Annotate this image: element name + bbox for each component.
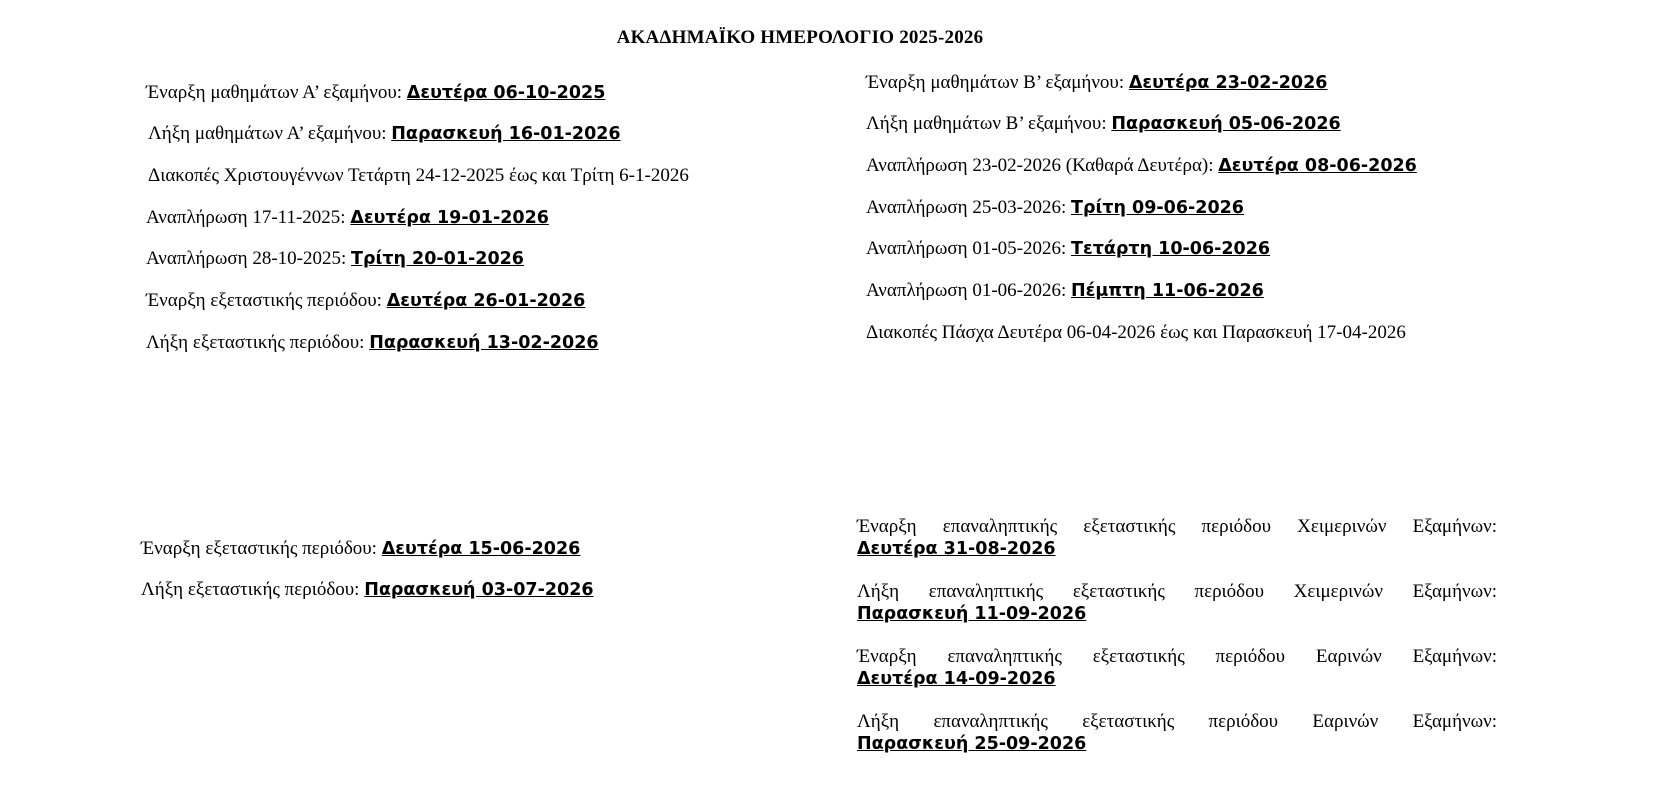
- row-date: Δευτέρα 15-06-2026: [381, 539, 581, 559]
- resit-winter-end: [857, 580, 1497, 626]
- spring-lectures-start: [866, 72, 1327, 94]
- row-date: Τρίτη 20-01-2026: [351, 249, 524, 269]
- row-label: Λήξη επαναληπτικής εξεταστικής περιόδου Εαρινών Εξαμήνων:: [857, 711, 1497, 732]
- winter-exams-start: [146, 290, 585, 312]
- makeup-class-25-03: [866, 197, 1244, 219]
- row-date: Δευτέρα 08-06-2026: [1218, 156, 1417, 176]
- row-date: Τετάρτη 10-06-2026: [1071, 239, 1271, 259]
- page-title: ΑΚΑΔΗΜΑΪΚΟ ΗΜΕΡΟΛΟΓΙΟ 2025-2026: [616, 27, 984, 48]
- resit-spring-start: [857, 645, 1497, 691]
- row-label: Αναπλήρωση 01-05-2026:: [866, 238, 1072, 259]
- row-date: Δευτέρα 31-08-2026: [857, 539, 1056, 559]
- makeup-class-01-06: [866, 280, 1264, 302]
- winter-lectures-end: [148, 123, 621, 145]
- row-label: Αναπλήρωση 23-02-2026 (Καθαρά Δευτέρα):: [866, 155, 1219, 176]
- row-text: Διακοπές Χριστουγέννων Τετάρτη 24-12-2025 έως και Τρίτη 6-1-2026: [148, 165, 689, 186]
- row-date: Παρασκευή 25-09-2026: [857, 734, 1087, 754]
- resit-spring-end: [857, 710, 1497, 756]
- makeup-class-2: [146, 248, 524, 270]
- winter-exams-end: [146, 332, 599, 354]
- row-label: Λήξη επαναληπτικής εξεταστικής περιόδου Χειμερινών Εξαμήνων:: [857, 581, 1497, 602]
- row-label: Έναρξη εξεταστικής περιόδου:: [141, 538, 382, 559]
- row-label: Αναπλήρωση 25-03-2026:: [866, 197, 1072, 218]
- row-label: Έναρξη εξεταστικής περιόδου:: [146, 290, 387, 311]
- row-date: Τρίτη 09-06-2026: [1071, 198, 1244, 218]
- spring-exams-start: [141, 538, 580, 560]
- makeup-class-01-05: [866, 238, 1270, 260]
- row-label: Λήξη εξεταστικής περιόδου:: [141, 579, 365, 600]
- row-date: Δευτέρα 06-10-2025: [406, 83, 606, 103]
- row-date: Παρασκευή 11-09-2026: [857, 604, 1087, 624]
- makeup-class-1: [146, 207, 549, 229]
- row-date: Παρασκευή 05-06-2026: [1111, 114, 1341, 134]
- row-label: Αναπλήρωση 01-06-2026:: [866, 280, 1072, 301]
- row-label: Έναρξη μαθημάτων Α’ εξαμήνου:: [146, 82, 407, 103]
- row-label: Έναρξη μαθημάτων Β’ εξαμήνου:: [866, 72, 1129, 93]
- row-date: Δευτέρα 26-01-2026: [386, 291, 586, 311]
- winter-lectures-start: [146, 82, 605, 104]
- row-label: Έναρξη επαναληπτικής εξεταστικής περιόδου Εαρινών Εξαμήνων:: [857, 646, 1497, 667]
- row-text: Διακοπές Πάσχα Δευτέρα 06-04-2026 έως και Παρασκευή 17-04-2026: [866, 322, 1406, 343]
- row-label: Έναρξη επαναληπτικής εξεταστικής περιόδου Χειμερινών Εξαμήνων:: [857, 516, 1497, 537]
- row-date: Δευτέρα 19-01-2026: [350, 208, 549, 228]
- makeup-class-clean-monday: [866, 155, 1417, 177]
- spring-lectures-end: [866, 113, 1341, 135]
- row-label: Λήξη μαθημάτων Β’ εξαμήνου:: [866, 113, 1112, 134]
- row-label: Λήξη εξεταστικής περιόδου:: [146, 332, 370, 353]
- row-label: Αναπλήρωση 28-10-2025:: [146, 248, 352, 269]
- row-date: Παρασκευή 16-01-2026: [391, 124, 621, 144]
- row-date: Δευτέρα 23-02-2026: [1128, 73, 1328, 93]
- spring-exams-end: [141, 579, 594, 601]
- row-date: Πέμπτη 11-06-2026: [1071, 281, 1264, 301]
- row-date: Δευτέρα 14-09-2026: [857, 669, 1056, 689]
- row-date: Παρασκευή 13-02-2026: [369, 333, 599, 353]
- resit-winter-start: [857, 515, 1497, 561]
- row-label: Αναπλήρωση 17-11-2025:: [146, 207, 351, 228]
- row-label: Λήξη μαθημάτων Α’ εξαμήνου:: [148, 123, 392, 144]
- easter-holidays: [866, 322, 1406, 344]
- row-date: Παρασκευή 03-07-2026: [364, 580, 594, 600]
- christmas-holidays: [148, 165, 689, 187]
